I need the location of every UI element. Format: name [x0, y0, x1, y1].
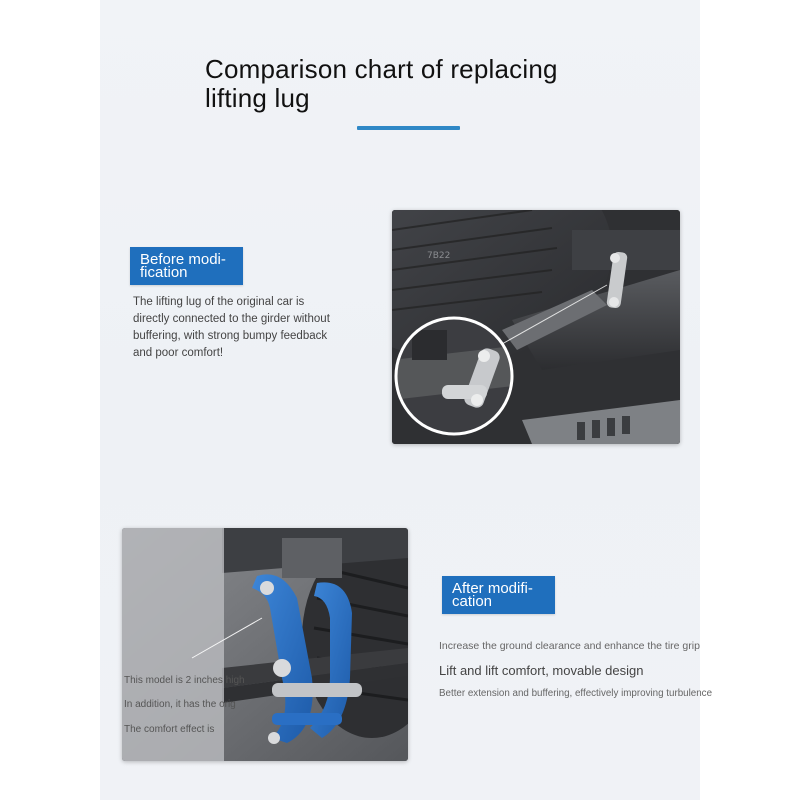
- after-benefit-1: Increase the ground clearance and enhance the tire grip: [439, 640, 700, 652]
- after-modification-tag: After modifi- cation: [442, 576, 555, 614]
- tire-marking: 7B22: [427, 251, 451, 261]
- title-underline: [357, 126, 460, 130]
- before-description: The lifting lug of the original car is directly connected to the girder without buffering, with strong bumpy feedback and poor comfort!: [133, 296, 330, 359]
- before-modification-tag: Before modi- fication: [130, 247, 243, 285]
- photo-overlay-line-3: The comfort effect is: [124, 724, 215, 735]
- after-benefit-2: Lift and lift comfort, movable design: [439, 663, 644, 678]
- before-photo: [392, 210, 680, 444]
- page-title: Comparison chart of replacing lifting lug: [205, 54, 558, 113]
- before-photo-illustration: [392, 210, 680, 444]
- photo-overlay-line-2: In addition, it has the orig: [124, 699, 236, 710]
- after-benefit-3: Better extension and buffering, effectively improving turbulence: [439, 688, 713, 699]
- photo-overlay-line-1: This model is 2 inches high: [124, 675, 245, 686]
